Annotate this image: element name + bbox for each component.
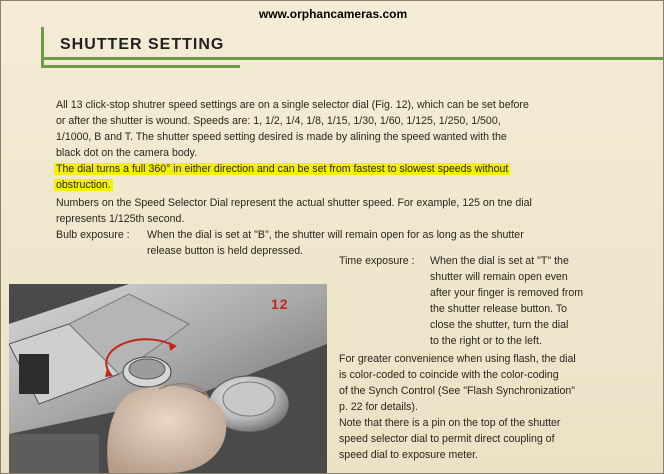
flash-line-1: For greater convenience when using flash, the dial xyxy=(339,353,576,365)
pin-line-2: speed selector dial to permit direct coupling of xyxy=(339,433,555,445)
section-header-box xyxy=(41,27,240,68)
section-title: SHUTTER SETTING xyxy=(60,36,225,53)
highlight-mark-1: The dial turns a full 360° in either direction and can be set from fastest to slowest speeds without xyxy=(56,163,509,175)
flash-line-4: p. 22 for details). xyxy=(339,401,418,413)
time-line-2: shutter will remain open even xyxy=(430,271,568,283)
bulb-line-1: When the dial is set at "B", the shutter will remain open for as long as the shutter xyxy=(147,229,524,241)
paragraph-1-line-2: or after the shutter is wound. Speeds are: 1, 1/2, 1/4, 1/8, 1/15, 1/30, 1/60, 1/125, 1/250, 1/500, xyxy=(56,115,501,127)
time-line-4: the shutter release button. To xyxy=(430,303,568,315)
flash-line-3: of the Synch Control (See "Flash Synchronization" xyxy=(339,385,575,397)
pin-line-3: speed dial to exposure meter. xyxy=(339,449,478,461)
watermark-url: www.orphancameras.com xyxy=(258,7,408,21)
flash-line-2: is color-coded to coincide with the color-coding xyxy=(339,369,559,381)
time-line-6: to the right or to the left. xyxy=(430,335,542,347)
paragraph-1-line-3: 1/1000, B and T. The shutter speed setting desired is made by alining the speed wanted with the xyxy=(56,131,507,143)
camera-dial-photo xyxy=(9,284,327,473)
bulb-label: Bulb exposure : xyxy=(56,229,130,241)
figure-number: 12 xyxy=(271,296,289,312)
highlight-line-2 xyxy=(54,177,113,194)
bulb-line-2: release button is held depressed. xyxy=(147,245,304,257)
paragraph-1-line-1: All 13 click-stop shutrer speed settings are on a single selector dial (Fig. 12), which can be set before xyxy=(56,99,529,111)
paragraph-2-line-1: Numbers on the Speed Selector Dial represent the actual shutter speed. For example, 125 on tne dial xyxy=(56,197,532,209)
highlight-mark-2: obstruction. xyxy=(56,179,111,191)
time-line-1: When the dial is set at "T" the xyxy=(430,255,569,267)
time-label: Time exposure : xyxy=(339,255,415,267)
paragraph-2-line-2: represents 1/125th second. xyxy=(56,213,185,225)
header-rule xyxy=(44,57,664,60)
camera-illustration xyxy=(9,284,327,473)
time-line-3: after your finger is removed from xyxy=(430,287,584,299)
highlight-line-1 xyxy=(54,161,510,178)
pin-line-1: Note that there is a pin on the top of the shutter xyxy=(339,417,561,429)
paragraph-1-line-4: black dot on the camera body. xyxy=(56,147,198,159)
time-line-5: close the shutter, turn the dial xyxy=(430,319,569,331)
